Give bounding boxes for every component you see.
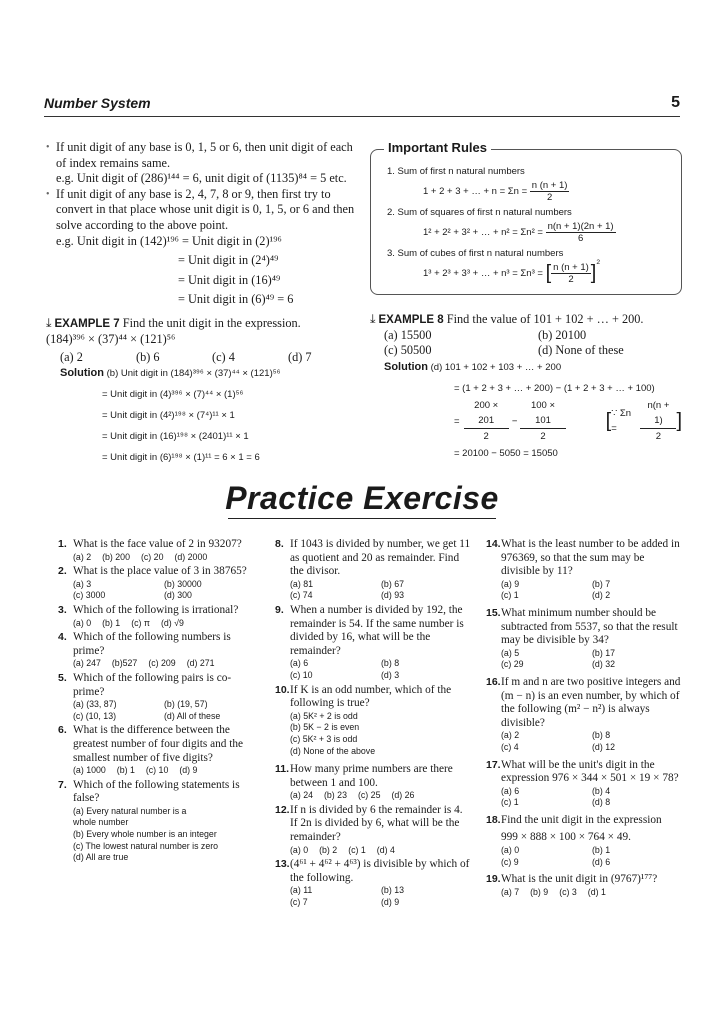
question-number: 5. xyxy=(58,671,67,684)
option-c: (c) 9 xyxy=(501,856,519,867)
question-number: 6. xyxy=(58,724,67,737)
example-8-option-d: (d) None of these xyxy=(538,343,624,357)
question-6 xyxy=(60,724,255,776)
rule-1-denominator: 2 xyxy=(546,192,553,203)
questions-column-3 xyxy=(488,538,683,900)
fraction-denominator: 2 xyxy=(483,431,489,442)
fraction-denominator: 2 xyxy=(655,431,662,442)
example-7-solution-label: Solution xyxy=(60,367,104,379)
example-7-expression: (184)³⁹⁶ × (37)⁴⁴ × (121)⁵⁶ xyxy=(46,332,176,346)
question-text: If K is an odd number, which of the following is true? xyxy=(290,683,452,710)
question-text: What is the place value of 3 in 38765? xyxy=(73,565,247,578)
question-number: 17. xyxy=(486,758,501,771)
question-text: If n is divided by 6 the remainder is 4. If 2n is divided by 6, what will be the remainder? xyxy=(290,803,463,844)
question-text: Which of the following statements is false? xyxy=(73,778,240,805)
question-number: 19. xyxy=(486,873,501,886)
option-b: (b) 8 xyxy=(592,730,611,741)
solution-fraction-2 xyxy=(520,398,565,444)
option-c: (c) 3000 xyxy=(73,590,106,601)
question-options xyxy=(73,552,255,564)
option-a: (a) (33, 87) xyxy=(73,699,117,710)
bracket-open: [ xyxy=(545,262,552,284)
rule-1-fraction xyxy=(530,180,570,203)
question-number: 12. xyxy=(275,803,290,816)
option-a: (a) 2 xyxy=(73,551,92,562)
example-8-option-b: (b) 20100 xyxy=(538,328,587,342)
fraction-numerator: n(n + 1) xyxy=(640,398,676,429)
rule-3-denominator: 2 xyxy=(568,274,574,285)
question-10 xyxy=(277,684,472,758)
option-a: (a) 5 xyxy=(501,647,520,658)
questions-column-2 xyxy=(277,538,472,911)
title-underline xyxy=(228,518,496,519)
option-a: (a) 0 xyxy=(501,845,520,856)
rule-1-numerator: n (n + 1) xyxy=(531,180,568,191)
example-7-option-d: (d) 7 xyxy=(288,350,312,364)
option-a: (a) 247 xyxy=(73,658,101,669)
example-8-option-c: (c) 50500 xyxy=(384,343,432,357)
rule-3-formula xyxy=(423,258,601,285)
option-b: (b) 1 xyxy=(102,617,121,628)
option-d: (d) 1 xyxy=(587,886,606,897)
option-c: (c) 1 xyxy=(348,844,366,855)
question-1 xyxy=(60,538,255,563)
question-number: 8. xyxy=(275,538,284,550)
option-b: (b) 30000 xyxy=(164,578,202,589)
question-9 xyxy=(277,604,472,682)
question-options xyxy=(73,658,255,670)
question-options xyxy=(73,699,255,722)
question-options xyxy=(290,711,472,757)
question-14 xyxy=(488,538,683,602)
question-number: 14. xyxy=(486,538,501,550)
solution-line: = Unit digit in (4)³⁹⁶ × (7)⁴⁴ × (1)⁵⁶ xyxy=(102,389,244,400)
question-5 xyxy=(60,672,255,722)
option-a: (a) 81 xyxy=(290,578,313,589)
question-number: 10. xyxy=(275,683,290,696)
option-c: (c) 25 xyxy=(357,790,381,801)
option-c: (c) 29 xyxy=(501,659,524,670)
option-b: (b) 2 xyxy=(319,844,338,855)
option-d: (d) 271 xyxy=(186,658,215,669)
option-c: (c) 1 xyxy=(501,590,519,601)
question-options xyxy=(290,845,472,857)
question-number: 11. xyxy=(275,763,290,776)
question-8 xyxy=(277,538,472,602)
question-text: If m and n are two positive integers and (m − n) is an even number, by which of the following (m² − n²) is always divisible? xyxy=(501,675,681,729)
solution-fractions: = $\frac{200 \times 201}{2}$ − $\frac{100 \times 101}{2}$ [ ∵ Σn = $\frac{n(n + 1)}{2}$ ] xyxy=(454,400,683,442)
option-b: (b) 5K − 2 is even xyxy=(290,722,360,733)
question-options xyxy=(501,845,683,868)
bracket-close: ] xyxy=(590,262,597,284)
example-7-question: Find the unit digit in the expression. xyxy=(122,316,301,330)
option-b: (b) (19, 57) xyxy=(164,699,208,710)
question-17 xyxy=(488,759,683,809)
question-text: How many prime numbers are there between 1 and 100. xyxy=(290,763,453,789)
question-3 xyxy=(60,604,255,629)
option-a: (a) 1000 xyxy=(73,765,106,776)
option-b: (b) 17 xyxy=(592,647,615,658)
example-7 xyxy=(46,316,366,465)
example-8 xyxy=(370,312,682,461)
fraction-numerator: 100 × 101 xyxy=(520,398,565,429)
download-icon: ⤓ xyxy=(370,312,376,326)
solution-line: = Unit digit in (4²)¹⁹⁸ × (7⁴)¹¹ × 1 xyxy=(102,410,235,421)
option-c: (c) The lowest natural number is zero xyxy=(73,840,219,851)
option-c: (c) 4 xyxy=(501,741,519,752)
option-b: (b) 1 xyxy=(592,845,611,856)
question-options xyxy=(73,765,255,777)
option-a: (a) 0 xyxy=(73,617,92,628)
question-number: 7. xyxy=(58,778,67,791)
solution-line: = (1 + 2 + 3 + … + 200) − (1 + 2 + 3 + … + 100) xyxy=(454,383,655,394)
option-c: (c) π xyxy=(131,617,150,628)
example-8-solution xyxy=(370,360,682,461)
question-text: What minimum number should be subtracted from 5537, so that the result may be divisible by 34? xyxy=(501,606,678,647)
question-options xyxy=(501,579,683,602)
example-7-option-c: (c) 4 xyxy=(212,350,235,364)
option-a: (a) 3 xyxy=(73,578,92,589)
option-b: (b) 9 xyxy=(530,886,549,897)
question-text: Find the unit digit in the expression xyxy=(501,813,662,826)
header-divider xyxy=(44,116,680,117)
option-a: (a) 2 xyxy=(501,730,520,741)
question-number: 15. xyxy=(486,606,501,619)
question-text: (4⁶¹ + 4⁶² + 4⁶³) is divisible by which of the following. xyxy=(290,858,470,884)
question-text: Which of the following pairs is co-prime? xyxy=(73,671,232,698)
option-c: (c) 3 xyxy=(559,886,577,897)
page-number: 5 xyxy=(671,94,680,111)
rule-3-fraction xyxy=(551,262,591,285)
question-options xyxy=(73,806,255,864)
option-d: (d) All are true xyxy=(73,852,129,863)
solution-line: (b) Unit digit in (184)³⁹⁶ × (37)⁴⁴ × (121)⁵⁶ xyxy=(106,368,281,379)
question-number: 1. xyxy=(58,538,67,550)
question-number: 4. xyxy=(58,631,67,644)
solution-line: = 20100 − 5050 = 15050 xyxy=(454,448,558,459)
rule-2-lhs: 1² + 2² + 3² + … + n² = Σn² = xyxy=(423,227,543,239)
bullet-2-step-3: = Unit digit in (16)⁴⁹ xyxy=(178,272,281,287)
option-d: (d) 2000 xyxy=(174,551,208,562)
option-b: (b) 7 xyxy=(592,578,611,589)
option-b: (b) 13 xyxy=(381,885,404,896)
bullet-2-example: e.g. Unit digit in (142)¹⁹⁶ = Unit digit in (2)¹⁹⁶ xyxy=(56,233,282,248)
question-number: 2. xyxy=(58,565,67,578)
option-a: (a) 9 xyxy=(501,578,520,589)
rule-2-numerator: n(n + 1)(2n + 1) xyxy=(547,221,614,232)
option-b: (b) 200 xyxy=(102,551,130,562)
example-7-options xyxy=(46,350,366,365)
example-7-option-b: (b) 6 xyxy=(136,350,160,364)
option-d: (d) 2 xyxy=(592,590,611,601)
option-b: (b) 1 xyxy=(116,765,135,776)
option-d: (d) 93 xyxy=(381,590,404,601)
option-d: (d) 6 xyxy=(592,856,611,867)
question-options xyxy=(290,579,472,602)
example-7-solution xyxy=(46,366,366,465)
solution-line: = Unit digit in (6)¹⁹⁸ × (1)¹¹ = 6 × 1 = 6 xyxy=(102,452,260,463)
option-a: (a) 6 xyxy=(501,785,520,796)
option-d: (d) 32 xyxy=(592,659,615,670)
option-a: (a) 11 xyxy=(290,885,313,896)
important-rules-box xyxy=(370,149,682,295)
option-d: (d) 3 xyxy=(381,669,400,680)
rule-3: 3. Sum of cubes of first n natural numbers xyxy=(387,248,564,259)
question-15 xyxy=(488,607,683,671)
because-note: ∵ Σn = xyxy=(611,408,632,434)
rule-2-fraction xyxy=(546,221,616,244)
option-d: (d) 4 xyxy=(376,844,395,855)
important-rules-title: Important Rules xyxy=(384,140,491,155)
question-2 xyxy=(60,565,255,602)
question-number: 13. xyxy=(275,858,290,871)
question-options xyxy=(290,658,472,681)
download-icon: ⤓ xyxy=(46,316,52,330)
question-options xyxy=(501,887,683,899)
rule-1-lhs: 1 + 2 + 3 + … + n = Σn = xyxy=(423,186,528,198)
example-8-question: Find the value of 101 + 102 + … + 200. xyxy=(446,312,644,326)
example-8-option-a: (a) 15500 xyxy=(384,328,432,342)
theory-section xyxy=(46,140,361,308)
question-text: What is the least number to be added in 976369, so that the sum may be divisible by 11? xyxy=(501,538,680,578)
question-text: What is the unit digit in (9767)¹⁷⁷? xyxy=(501,873,658,886)
question-number: 16. xyxy=(486,675,501,688)
bullet-2-step-4: = Unit digit in (6)⁴⁹ = 6 xyxy=(178,292,294,307)
option-c: (c) 1 xyxy=(501,797,519,808)
fraction-numerator: 200 × 201 xyxy=(464,398,509,429)
rule-2-formula xyxy=(423,221,616,244)
option-c: (c) 5K² + 3 is odd xyxy=(290,733,358,744)
option-b: (b) Every whole number is an integer xyxy=(73,829,217,840)
option-d: (d) None of the above xyxy=(290,745,376,756)
practice-exercise-title: Practice Exercise xyxy=(225,480,499,516)
fraction-denominator: 2 xyxy=(540,431,546,442)
option-c: (c) 209 xyxy=(148,658,176,669)
option-d: (d) √9 xyxy=(160,617,184,628)
rule-1-formula xyxy=(423,180,569,203)
option-c: (c) 7 xyxy=(290,897,308,908)
question-options xyxy=(73,618,255,630)
question-options xyxy=(290,885,472,908)
option-a: (a) 6 xyxy=(290,658,309,669)
bullet-2: • If unit digit of any base is 2, 4, 7, 8 or 9, then first try to convert in that place whose unit digit is 0, 1, 5, or 6 and then solve according to the above point. xyxy=(46,187,361,234)
option-c: (c) 10 xyxy=(145,765,169,776)
option-d: (d) 9 xyxy=(179,765,198,776)
bracket-open: [ xyxy=(605,409,612,432)
question-number: 18. xyxy=(486,813,501,826)
rule-2: 2. Sum of squares of first n natural numbers xyxy=(387,207,572,218)
question-11 xyxy=(277,763,472,802)
example-8-options xyxy=(370,328,682,358)
question-options xyxy=(73,579,255,602)
solution-fraction-1 xyxy=(464,398,509,444)
question-text: What will be the unit's digit in the expression 976 × 344 × 501 × 19 × 78? xyxy=(501,758,679,785)
option-c: (c) 74 xyxy=(290,590,313,601)
rule-3-lhs: 1³ + 2³ + 3³ + … + n³ = Σn³ = xyxy=(423,268,543,280)
question-18 xyxy=(488,814,683,868)
question-text: When a number is divided by 192, the remainder is 54. If the same number is divided by 16, what will be the remainder? xyxy=(290,603,464,657)
question-7 xyxy=(60,779,255,864)
question-text: Which of the following is irrational? xyxy=(73,603,239,616)
option-a: (a) 5K² + 2 is odd xyxy=(290,710,358,721)
question-16 xyxy=(488,676,683,754)
option-d: (d) 300 xyxy=(164,590,192,601)
option-d: (d) 12 xyxy=(592,741,615,752)
question-12 xyxy=(277,804,472,856)
rule-2-denominator: 6 xyxy=(577,233,584,244)
question-expression: 999 × 888 × 100 × 764 × 49. xyxy=(501,831,631,844)
question-options xyxy=(501,648,683,671)
option-a: (a) 0 xyxy=(290,844,309,855)
solution-line: (d) 101 + 102 + 103 + … + 200 xyxy=(430,362,562,373)
option-d: (d) 9 xyxy=(381,897,400,908)
option-d: (d) 8 xyxy=(592,797,611,808)
question-number: 3. xyxy=(58,603,67,616)
question-text: What is the difference between the greatest number of four digits and the smallest number of five digits? xyxy=(73,724,244,764)
option-d: (d) All of these xyxy=(164,710,221,721)
option-b: (b) 23 xyxy=(323,790,347,801)
solution-line: = Unit digit in (16)¹⁹⁸ × (2401)¹¹ × 1 xyxy=(102,431,249,442)
bullet-2-step-2: = Unit digit in (2⁴)⁴⁹ xyxy=(178,253,279,268)
example-7-label: EXAMPLE 7 xyxy=(54,318,120,330)
questions-column-1 xyxy=(60,538,255,866)
option-b: (b) 8 xyxy=(381,658,400,669)
bullet-1-example: e.g. Unit digit of (286)¹⁴⁴ = 6, unit digit of (1135)⁸⁴ = 5 etc. xyxy=(56,171,347,186)
solution-fraction-3 xyxy=(640,398,676,444)
option-b: (b) 4 xyxy=(592,785,611,796)
question-text: Which of the following numbers is prime? xyxy=(73,631,231,657)
option-b: (b) 67 xyxy=(381,578,404,589)
rule-1: 1. Sum of first n natural numbers xyxy=(387,166,525,177)
option-d: (d) 26 xyxy=(391,790,415,801)
chapter-title: Number System xyxy=(44,95,151,111)
question-number: 9. xyxy=(275,603,284,616)
example-7-option-a: (a) 2 xyxy=(60,350,83,364)
question-options xyxy=(501,730,683,753)
question-text: If 1043 is divided by number, we get 11 as quotient and 20 as remainder. Find the divisor. xyxy=(290,538,471,578)
question-4 xyxy=(60,631,255,670)
example-8-solution-label: Solution xyxy=(384,361,428,373)
option-c: (c) (10, 13) xyxy=(73,710,117,721)
question-13 xyxy=(277,858,472,908)
question-options xyxy=(290,790,472,802)
option-c: (c) 10 xyxy=(290,669,313,680)
question-text: What is the face value of 2 in 93207? xyxy=(73,538,242,550)
bullet-1: • If unit digit of any base is 0, 1, 5 or 6, then unit digit of each of index remains same. xyxy=(46,140,361,171)
rule-3-numerator: n (n + 1) xyxy=(553,262,589,273)
option-a: (a) Every natural number is a whole number xyxy=(73,805,187,828)
bracket-close: ] xyxy=(676,409,683,432)
rule-3-power: 2 xyxy=(596,258,601,266)
option-b: (b)527 xyxy=(111,658,138,669)
question-19 xyxy=(488,873,683,898)
question-options xyxy=(501,786,683,809)
option-c: (c) 20 xyxy=(140,551,164,562)
option-a: (a) 7 xyxy=(501,886,520,897)
example-8-label: EXAMPLE 8 xyxy=(378,314,444,326)
option-a: (a) 24 xyxy=(290,790,313,801)
